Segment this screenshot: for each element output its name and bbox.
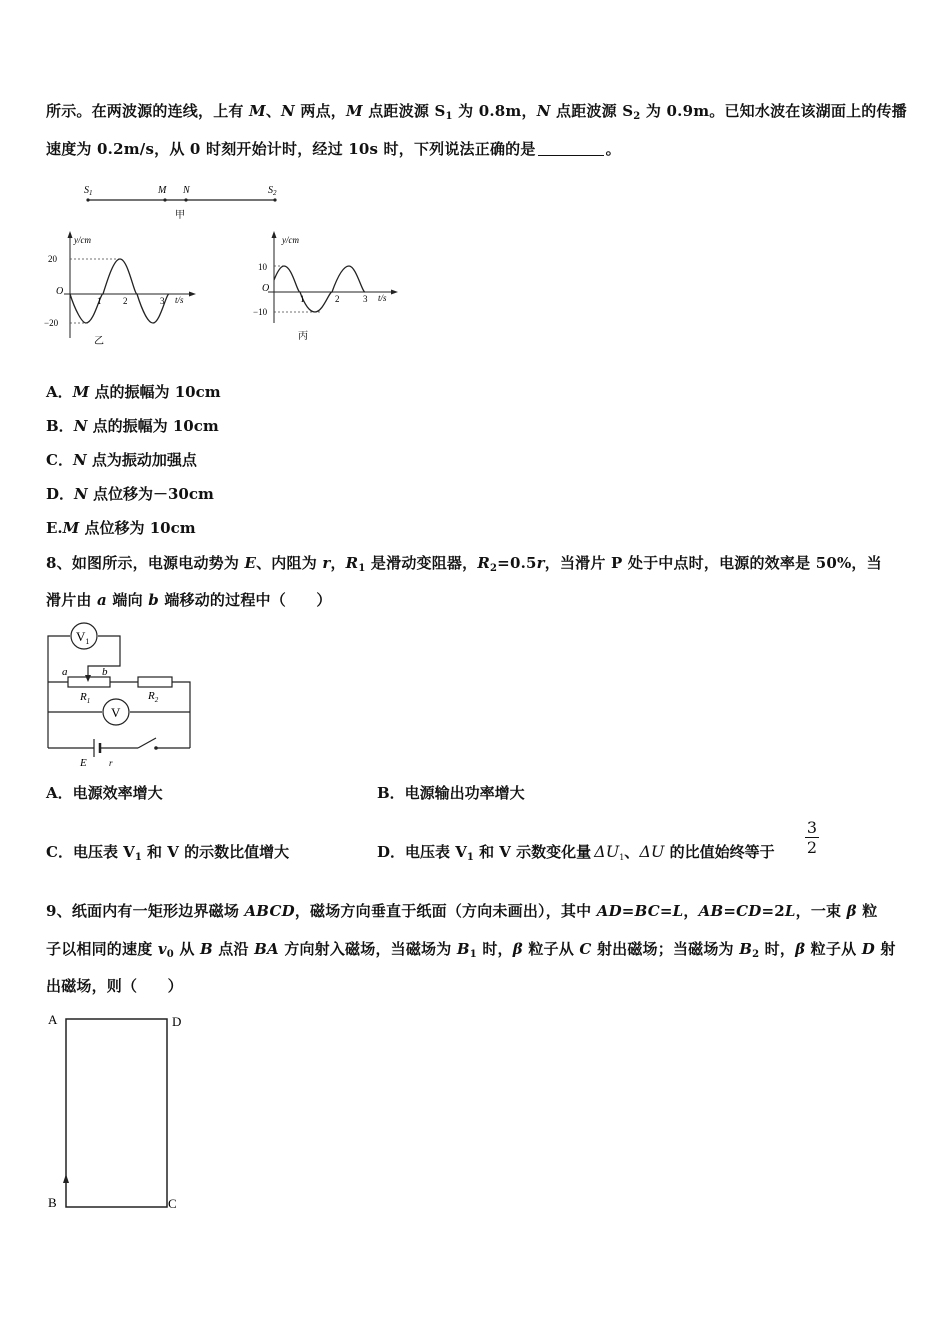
xlabel-yi: t/s [175,295,184,305]
q7-line-1: 所示。在两波源的连线，上有 M、N 两点，M 点距波源 $S_1$ 为 0.8m，N 点距波源 $S_2$ 为 0.9m。已知水波在该湖面上的传播 [46,102,907,122]
ytick-bot-bing: −10 [253,307,268,317]
xtick-2-bing: 2 [335,294,340,304]
ytick-top-bing: 10 [258,262,267,272]
q7-option-b: B．N 点的振幅为 10cm [46,417,219,435]
figure-yi [42,228,202,348]
q8-option-a: A．电源效率增大 [46,784,163,802]
label-r1: $R_1$ [80,691,91,705]
fraction-numerator: 3 [806,818,818,837]
xtick-2-yi: 2 [123,296,128,306]
corner-b: B [48,1195,57,1210]
q7-option-c: C．N 点为振动加强点 [46,451,197,469]
xtick-3-bing: 3 [363,294,368,304]
q7-option-e: E.M 点位移为 10cm [46,519,196,537]
q7-option-a: A．M 点的振幅为 10cm [46,383,221,401]
label-a: a [62,666,68,678]
label-n: N [183,185,190,196]
ytick-top-yi: 20 [48,254,57,264]
fraction-3-2 [804,818,820,857]
q8-option-d: D．电压表 $V_1$ 和 V 示数变化量 $\Delta U_1$、ΔU 的比值始终等于 [377,842,775,863]
xtick-3-yi: 3 [160,296,165,306]
circuit-figure [40,620,200,770]
xlabel-bing: t/s [378,293,387,303]
label-r2: $R_2$ [148,690,159,704]
ytick-bot-yi: −20 [44,318,59,328]
q9-line-3: 出磁场，则（ ） [46,977,183,995]
label-s1: $S_1$ [84,185,93,197]
xtick-1-bing: 1 [300,294,305,304]
q8-option-b: B．电源输出功率增大 [377,784,525,802]
xtick-1-yi: 1 [97,296,102,306]
figure-bing [252,228,412,348]
q8-line-2: 滑片由 a 端向 b 端移动的过程中（ ） [46,591,332,609]
caption-bing: 丙 [298,331,308,342]
magnetic-field-rectangle [44,1008,194,1218]
q8-line-1: 8、如图所示，电源电动势为 E、内阻为 r，$R_1$ 是滑动变阻器，$R_2=0.5r$，当滑片 P 处于中点时，电源的效率是 50%，当 [46,554,882,574]
q7-option-d: D．N 点位移为－30cm [46,485,214,503]
label-v1: $V_1$ [76,629,90,646]
q7-line-2: 速度为 0.2m/s，从 0 时刻开始计时，经过 10s 时，下列说法正确的是 。 [46,140,621,158]
ylabel-yi: y/cm [74,235,91,245]
corner-c: C [168,1196,177,1211]
label-r: r [109,758,113,768]
q8-option-c: C．电压表 $V_1$ 和 V 的示数比值增大 [46,843,290,863]
wave-bing [274,266,365,312]
corner-a: A [48,1012,58,1027]
ylabel-bing: y/cm [282,235,299,245]
caption-yi: 乙 [94,336,104,347]
label-m: M [158,185,167,196]
wave-yi [70,259,169,323]
origin-bing: O [262,283,270,294]
fraction-denominator: 2 [806,838,818,857]
origin-yi: O [56,286,64,297]
figure-jia [78,180,288,225]
label-s2: $S_2$ [268,185,277,197]
q9-line-2: 子以相同的速度 $v_0$ 从 B 点沿 BA 方向射入磁场，当磁场为 $B_1$ 时，β 粒子从 C 射出磁场；当磁场为 $B_2$ 时，β 粒子从 D 射 [46,940,896,960]
corner-d: D [172,1014,182,1029]
label-b: b [102,666,108,678]
caption-jia: 甲 [175,210,185,221]
label-e: E [80,757,87,769]
q9-line-1: 9、纸面内有一矩形边界磁场 ABCD，磁场方向垂直于纸面（方向未画出），其中 AD=BC=L，AB=CD=2L，一束 β 粒 [46,902,878,920]
label-v: V [111,705,121,720]
answer-blank [538,141,604,156]
